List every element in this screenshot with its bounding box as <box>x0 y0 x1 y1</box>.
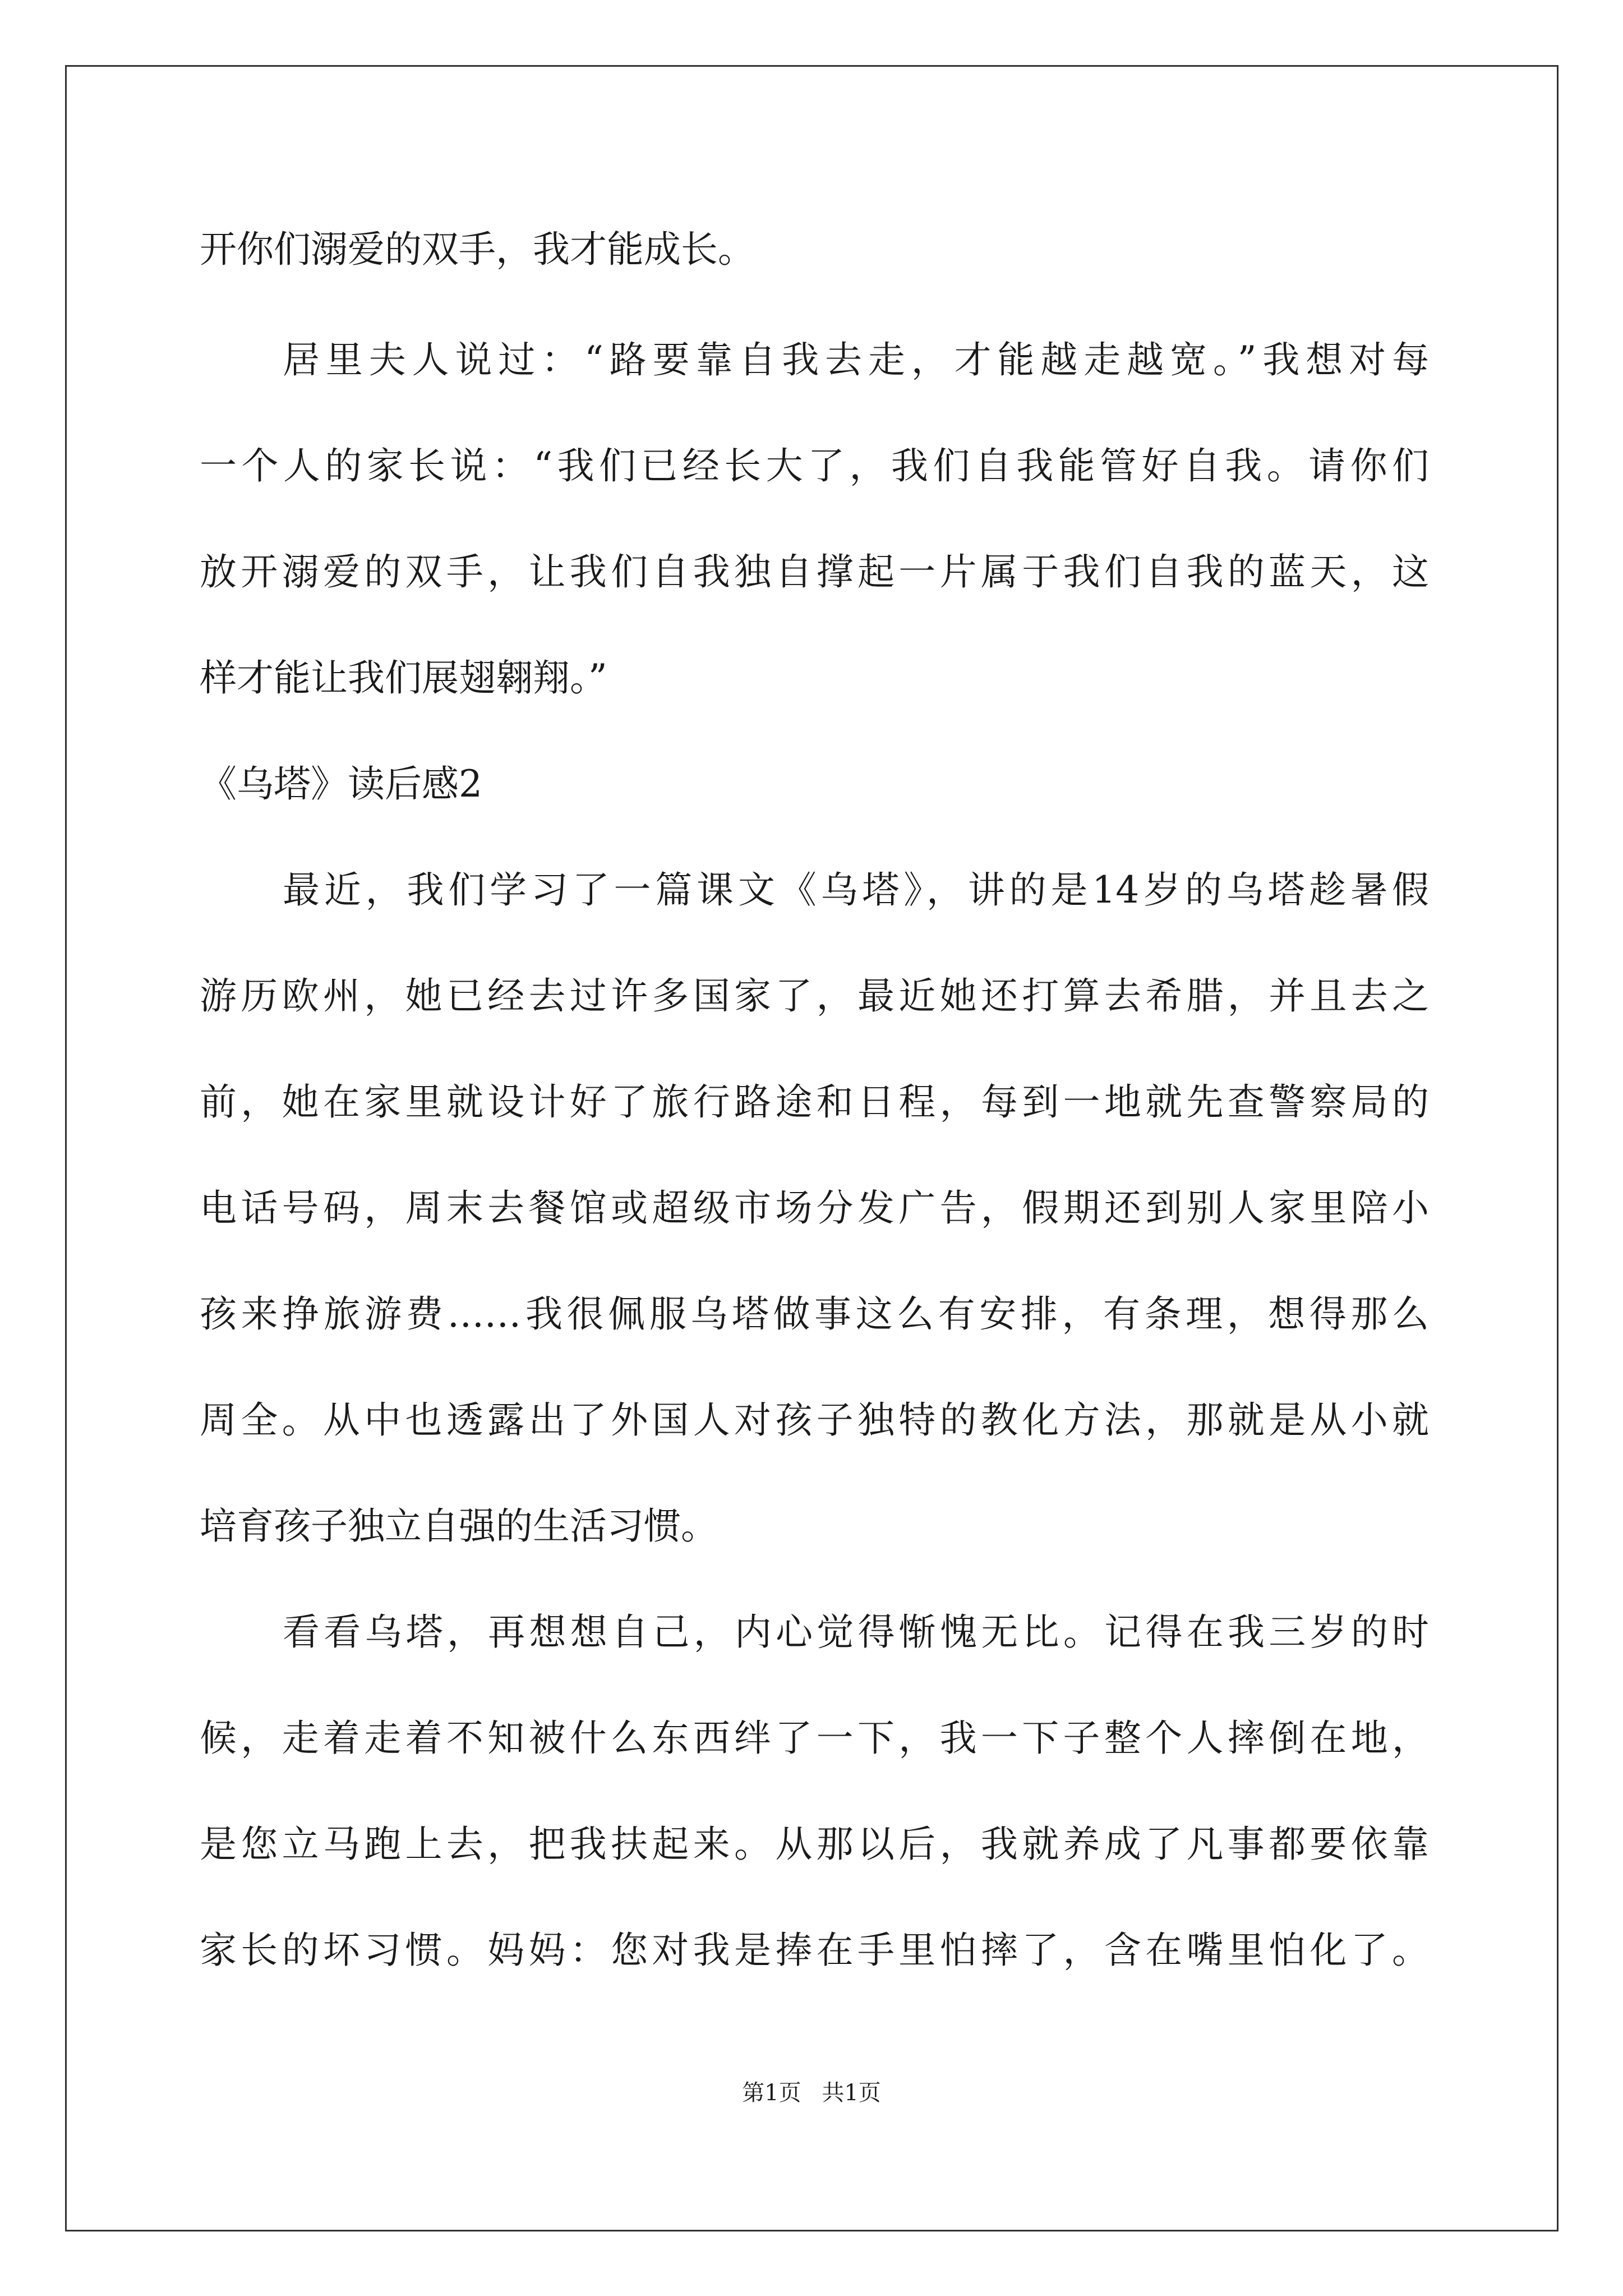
page-border <box>65 65 1559 2231</box>
page-number: 第1页 <box>742 2080 801 2106</box>
text-line: 孩来挣旅游费……我很佩服乌塔做事这么有安排，有条理，想得那么 <box>200 1292 1429 1336</box>
text-line: 开你们溺爱的双手，我才能成长。 <box>200 228 755 271</box>
text-line: 培育孩子独立自强的生活习惯。 <box>200 1504 718 1548</box>
text-line: 周全。从中也透露出了外国人对孩子独特的教化方法，那就是从小就 <box>200 1398 1429 1442</box>
text-line: 前，她在家里就设计好了旅行路途和日程，每到一地就先查警察局的 <box>200 1080 1429 1124</box>
page-footer <box>0 2079 1623 2107</box>
text-line: 样才能让我们展翅翱翔。” <box>200 656 607 700</box>
text-line: 游历欧州，她已经去过许多国家了，最近她还打算去希腊，并且去之 <box>200 974 1429 1018</box>
text-line: 放开溺爱的双手，让我们自我独自撑起一片属于我们自我的蓝天，这 <box>200 550 1429 593</box>
paragraph-line-first: 最近，我们学习了一篇课文《乌塔》，讲的是14岁的乌塔趁暑假 <box>283 868 1429 912</box>
text-line: 家长的坏习惯。妈妈：您对我是捧在手里怕摔了，含在嘴里怕化了。 <box>200 1929 1429 1972</box>
page-total: 共1页 <box>822 2080 881 2106</box>
paragraph-line-first: 看看乌塔，再想想自己，内心觉得惭愧无比。记得在我三岁的时 <box>283 1611 1429 1654</box>
text-line: 是您立马跑上去，把我扶起来。从那以后，我就养成了凡事都要依靠 <box>200 1823 1429 1866</box>
paragraph-line-first: 居里夫人说过：“路要靠自我去走，才能越走越宽。”我想对每 <box>283 338 1429 381</box>
section-heading: 《乌塔》读后感2 <box>200 762 482 806</box>
text-line: 电话号码，周末去餐馆或超级市场分发广告，假期还到别人家里陪小 <box>200 1186 1429 1230</box>
text-line: 一个人的家长说：“我们已经长大了，我们自我能管好自我。请你们 <box>200 444 1429 487</box>
text-line: 候，走着走着不知被什么东西绊了一下，我一下子整个人摔倒在地， <box>200 1717 1429 1760</box>
